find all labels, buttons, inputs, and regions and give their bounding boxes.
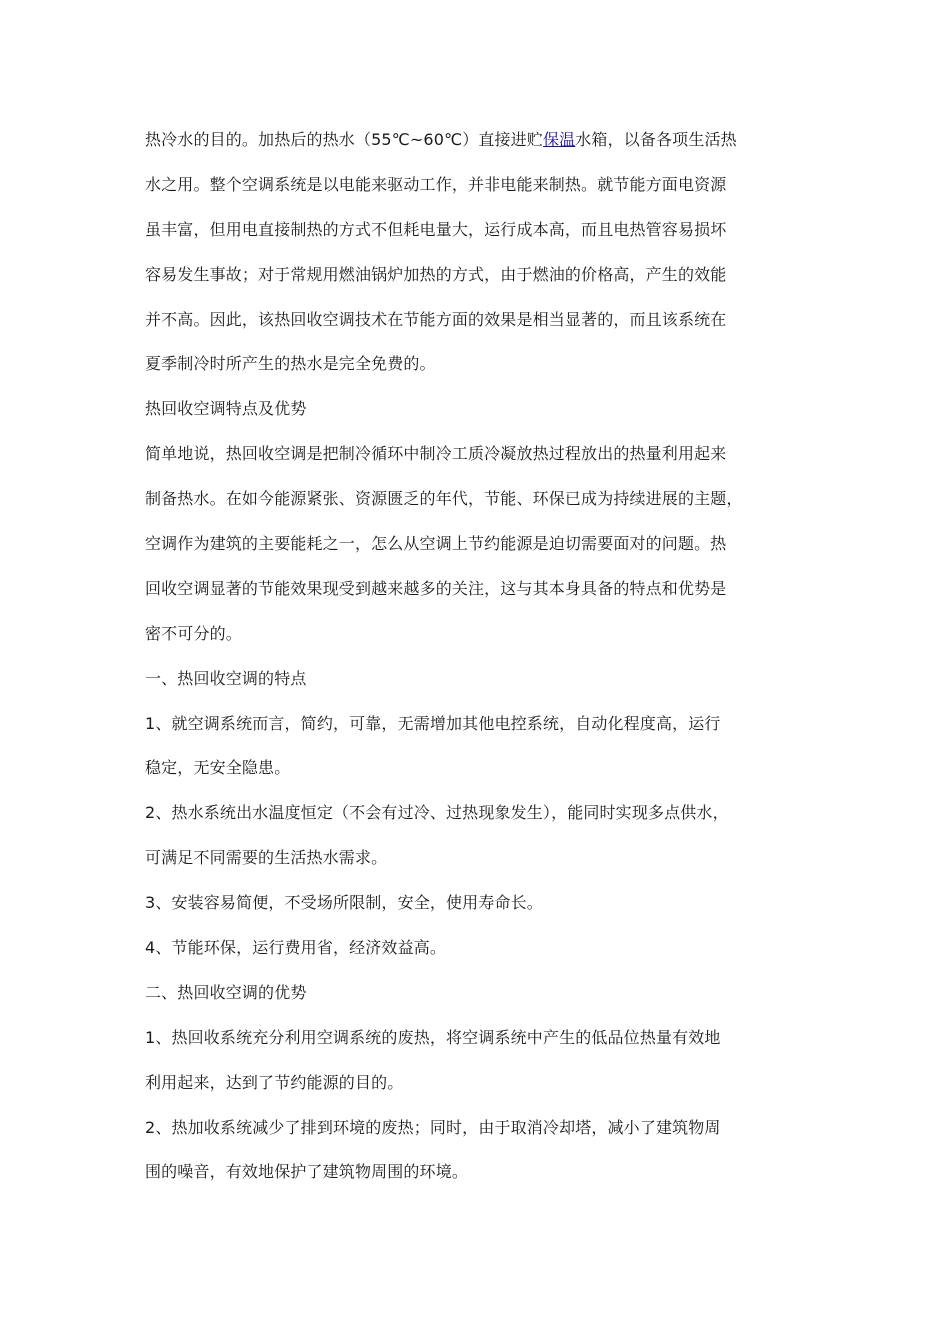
paragraph-line: 并不高。因此，该热回收空调技术在节能方面的效果是相当显著的，而且该系统在 (145, 309, 727, 329)
section-heading: 热回收空调特点及优势 (145, 399, 307, 419)
list-item: 2、热加收系统减少了排到环境的废热；同时，由于取消冷却塔，减小了建筑物周 (145, 1117, 721, 1137)
paragraph-line: 夏季制冷时所产生的热水是完全免费的。 (145, 354, 436, 374)
list-item: 2、热水系统出水温度恒定（不会有过冷、过热现象发生），能同时实现多点供水， (145, 803, 729, 823)
list-item: 稳定，无安全隐患。 (145, 758, 291, 778)
paragraph-line: 简单地说，热回收空调是把制冷循环中制冷工质冷凝放热过程放出的热量利用起来 (145, 444, 727, 464)
paragraph-line: 制备热水。在如今能源紧张、资源匮乏的年代，节能、环保已成为持续进展的主题， (145, 489, 743, 509)
list-item: 1、就空调系统而言，简约，可靠，无需增加其他电控系统，自动化程度高，运行 (145, 713, 721, 733)
paragraph-line: 容易发生事故；对于常规用燃油锅炉加热的方式，由于燃油的价格高，产生的效能 (145, 264, 727, 284)
document-body (145, 118, 825, 1195)
section-heading: 一、热回收空调的特点 (145, 668, 307, 688)
paragraph-line: 空调作为建筑的主要能耗之一，怎么从空调上节约能源是迫切需要面对的问题。热 (145, 534, 727, 554)
insulation-link[interactable]: 保温 (542, 130, 576, 149)
section-heading: 二、热回收空调的优势 (145, 982, 307, 1002)
list-item: 1、热回收系统充分利用空调系统的废热，将空调系统中产生的低品位热量有效地 (145, 1027, 721, 1047)
paragraph-line: 回收空调显著的节能效果现受到越来越多的关注，这与其本身具备的特点和优势是 (145, 578, 727, 598)
paragraph-line: 虽丰富，但用电直接制热的方式不但耗电量大，运行成本高，而且电热管容易损坏 (145, 219, 727, 239)
text-span: 水箱，以备各项生活热 (575, 130, 737, 149)
list-item: 4、节能环保，运行费用省，经济效益高。 (145, 938, 447, 958)
text-span: 热冷水的目的。加热后的热水（55℃~60℃）直接进贮 (145, 130, 543, 149)
list-item: 可满足不同需要的生活热水需求。 (145, 848, 388, 868)
list-item: 利用起来，达到了节约能源的目的。 (145, 1072, 404, 1092)
paragraph-line: 密不可分的。 (145, 623, 242, 643)
paragraph-line (145, 118, 825, 163)
list-item: 3、安装容易简便，不受场所限制，安全，使用寿命长。 (145, 893, 543, 913)
paragraph-line: 水之用。整个空调系统是以电能来驱动工作，并非电能来制热。就节能方面电资源 (145, 174, 727, 194)
list-item: 围的噪音，有效地保护了建筑物周围的环境。 (145, 1162, 469, 1182)
